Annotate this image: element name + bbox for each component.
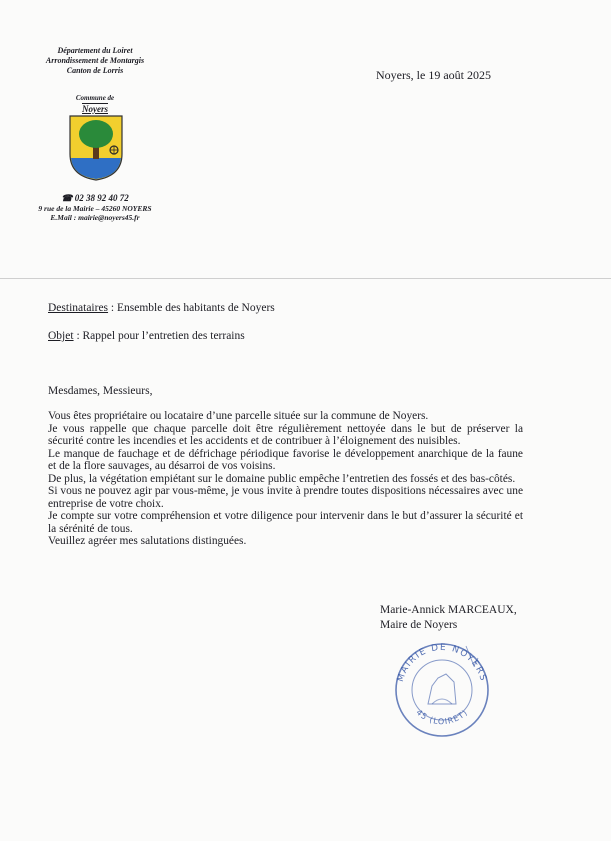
address-line: 9 rue de la Mairie – 45260 NOYERS: [38, 204, 152, 213]
stamp-top-text: MAIRIE DE NOYERS: [395, 642, 489, 684]
paragraph: Le manque de fauchage et de défrichage périodique favorise le développement anarchique de la faune et de la flore sauvages, au désarroi de vos voisins.: [48, 447, 523, 472]
signature-name: Marie-Annick MARCEAUX,: [380, 604, 517, 616]
paragraph: Je compte sur votre compréhension et votre diligence pour intervenir dans le but d’assurer la sécurité et la sérénité de tous.: [48, 510, 523, 535]
commune-name: [20, 104, 170, 114]
paragraph: Je vous rappelle que chaque parcelle doit être régulièrement nettoyée dans le but de préserver la sécurité contre les incendies et les accidents et de contribuer à l’éloignement des nuisibles.: [48, 422, 523, 447]
email-line[interactable]: E.Mail : mairie@noyers45.fr: [50, 213, 140, 222]
subject-label: Objet: [48, 330, 74, 342]
subject-line: [48, 330, 245, 342]
phone-number: 02 38 92 40 72: [74, 193, 129, 203]
svg-text:45 (LOIRET): [414, 708, 469, 726]
phone-icon: ☎: [61, 193, 75, 203]
signature-title: Maire de Noyers: [380, 619, 458, 631]
arrondissement-line: Arrondissement de Montargis: [45, 56, 145, 65]
department-header: [20, 46, 170, 76]
commune-label: Commune de: [75, 94, 115, 102]
salutation: Mesdames, Messieurs,: [48, 385, 153, 397]
commune-name-text: Noyers: [82, 104, 108, 114]
paragraph: Si vous ne pouvez agir par vous-même, je vous invite à prendre toutes dispositions nécessaires avec une entreprise de votre choix.: [48, 485, 523, 510]
paragraph: Vous êtes propriétaire ou locataire d’une parcelle située sur la commune de Noyers.: [48, 410, 429, 422]
phone-line: [20, 193, 170, 203]
page-fold-line: [0, 278, 611, 279]
recipients-line: [48, 302, 275, 314]
date-line: Noyers, le 19 août 2025: [376, 68, 491, 82]
paragraph: De plus, la végétation empiétant sur le domaine public empêche l’entretien des fossés et des bas-côtés.: [48, 472, 516, 485]
town-hall-stamp: [388, 638, 496, 738]
recipients-text: : Ensemble des habitants de Noyers: [108, 302, 275, 314]
letter-body: [48, 410, 523, 548]
canton-line: Canton de Lorris: [66, 66, 124, 75]
subject-text: : Rappel pour l’entretien des terrains: [73, 330, 245, 342]
paragraph: Veuillez agréer mes salutations distinguées.: [48, 535, 247, 547]
coat-of-arms-logo: [68, 114, 124, 182]
stamp-bottom-text: 45 (LOIRET): [414, 707, 470, 727]
department-line: Département du Loiret: [57, 46, 133, 55]
svg-text:MAIRIE DE NOYERS: [396, 643, 488, 683]
recipients-label: Destinataires: [48, 302, 109, 314]
